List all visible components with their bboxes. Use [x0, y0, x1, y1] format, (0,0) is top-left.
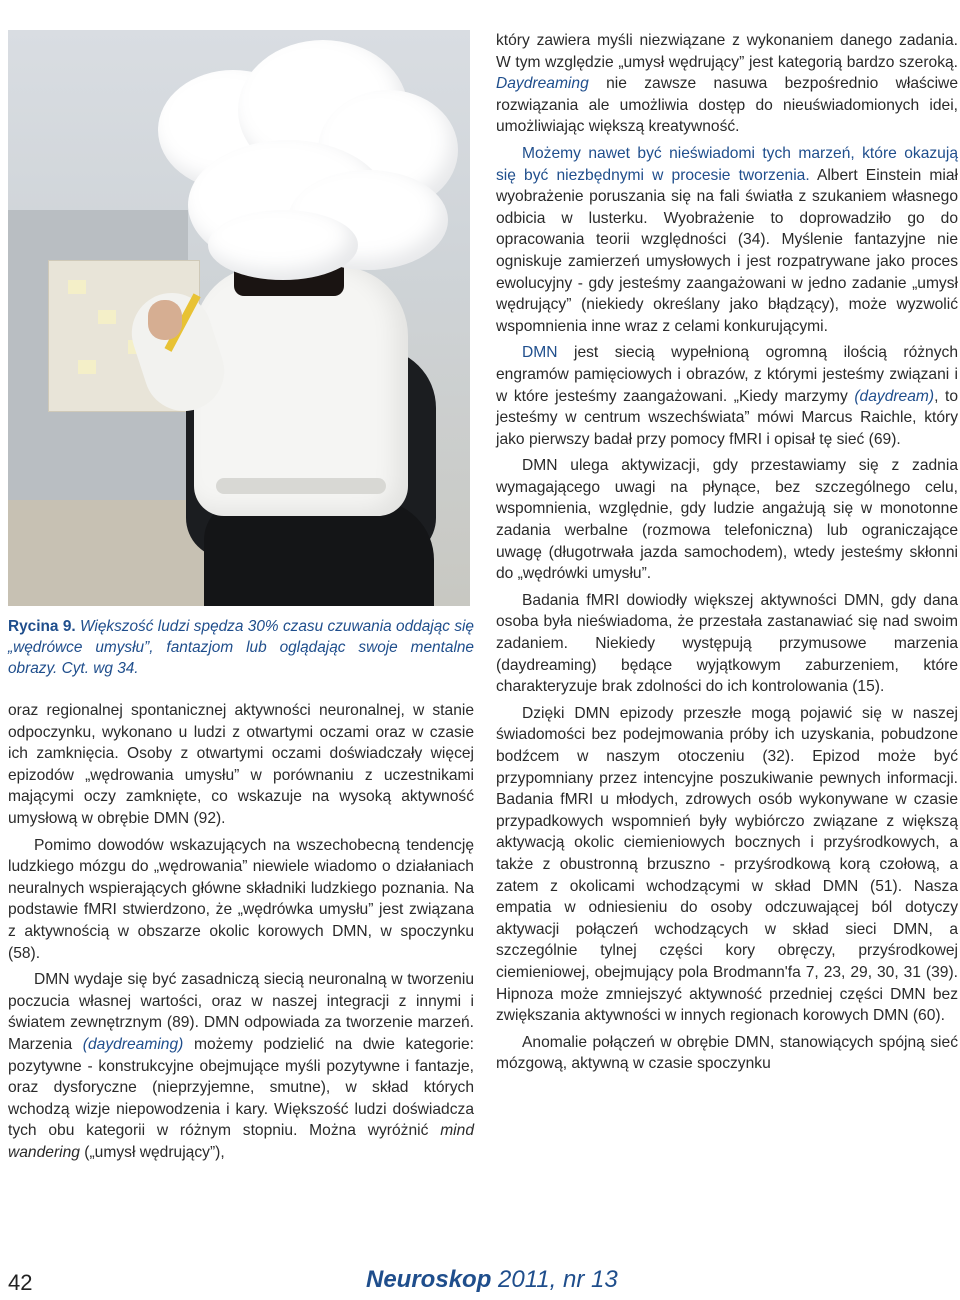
figure-photo-woman-with-cloud-head	[8, 30, 470, 606]
paragraph	[496, 143, 958, 337]
text-run: możemy podzielić na dwie kategorie: pozytywne - konstrukcyjne obejmujące myśli pozytywne i fantazje, oraz dysforyczne (nieprzyjemne, smutne), w skład których wchodzą wizje niepowodzenia i kary. Większość ludzi doświadcza tych obu kategorii w różnym stopniu. Można wyróżnić	[8, 1035, 475, 1140]
figure-caption	[8, 616, 474, 679]
text-run: Albert Einstein miał wyobrażenie poruszania się na fali światła z szukaniem własnego odbicia w lusterku. Wyobrażenie to doprowadziło go do opracowania teorii względności (34). Myślenie fantazyjne nie ogniskuje zamierzeń umysłowych i jest rozpatrywane jako proces ewolucyjny - gdy jesteśmy zaangażowani w jedno zadanie „umysł wędrujący” (niekiedy określany jako błądzący), może wyzwolić wspomnienia inne wraz z celami konkurującymi.	[496, 166, 958, 335]
text-run-highlight: DMN	[522, 344, 558, 362]
sticky-note	[68, 280, 86, 294]
cloud-puff	[208, 210, 358, 280]
paragraph	[8, 969, 474, 1163]
hand	[148, 300, 182, 340]
paragraph: Pomimo dowodów wskazujących na wszechobecną tendencję ludzkiego mózgu do „wędrowania” niewiele wiadomo o działaniach neuralnych wspierających główne składniki ludzkiego poznania. Na podstawie fMRI stwierdzono, że „wędrówka umysłu” jest związana z aktywnością w obszarze okolic korowych DMN, w spoczynku (58).	[8, 836, 474, 962]
paragraph: DMN ulega aktywizacji, gdy przestawiamy się z zadnia wymagającego uwagi na płynące, bez szczególnego celu, wspomnienia, względnie, gdy ludzie angażują się w monotonne zadania werbalne (rozmowa telefoniczna) lub ograniczające uwagę (długotrwała jazda samochodem), wtedy jesteśmy skłonni do „wędrówki umysłu”.	[496, 457, 958, 583]
paragraph	[496, 30, 958, 138]
left-column	[8, 700, 474, 1168]
journal-name: Neuroskop	[366, 1266, 492, 1293]
text-run: który zawiera myśli niezwiązane z wykonaniem danego zadania. W tym względzie „umysł wędrujący” jest kategorią bardzo szeroką.	[496, 32, 958, 71]
sticky-note	[78, 360, 96, 374]
paragraph: Dzięki DMN epizody przeszłe mogą pojawić się w naszej świadomości bez podejmowania próby ich uzyskania, pobudzone bodźcem w naszym otoczeniu (32). Epizod może być przypomniany przez intencyjne poszukiwanie pewnych informacji. Badania fMRI u młodych, zdrowych osób wykonywane w czasie przypadkowych wspomnień były wybiórczo związane z większą aktywacją okolic ciemieniowych bocznych i przyśrodkowych, a także z obustronną brzuszno - przyśrodkową korą czołową, a zatem z okolicami wchodzącymi w skład DMN (51). Nasza empatia w odniesieniu do osoby odczuwającej ból dotyczy aktywacji połączeń wchodzących w skład sieci DMN, a szczególnie tylnej części kory obręczy, przyśrodkowej ciemieniowej, obejmujący pola Brodmann'fa 7, 23, 29, 30, 31 (39). Hipnoza może zmniejszyć aktywność przedniej części DMN bez zwiększania aktywności w innych regionach korowych DMN (60).	[496, 704, 958, 1025]
text-run-italic: mind wandering	[8, 1122, 474, 1161]
paragraph: Anomalie połączeń w obrębie DMN, stanowiących spójną sieć mózgową, aktywną w czasie spoczynku	[496, 1033, 958, 1073]
text-run-highlight: Możemy nawet być nieświadomi tych marzeń, które okazują się być niezbędnymi w procesie tworzenia.	[496, 144, 958, 184]
text-run: jest siecią wypełnioną ogromną ilością różnych engramów pamięciowych i obrazów, z którymi jesteśmy związani i w które jesteśmy zaangażowani. „Kiedy marzymy	[496, 344, 958, 405]
caption-text: Większość ludzi spędza 30% czasu czuwania oddając się „wędrówce umysłu”, fantazjom lub oglądając swoje mentalne obrazy. Cyt. wg 34.	[8, 618, 474, 677]
text-run-italic: (daydreaming)	[82, 1035, 184, 1053]
page-number: 42	[8, 1270, 33, 1295]
text-run-italic: Daydreaming	[496, 75, 589, 93]
sticky-note	[98, 310, 116, 324]
belt	[216, 478, 386, 494]
paragraph: Badania fMRI dowiodły większej aktywności DMN, gdy dana osoba była nieświadoma, że przestała zastanawiać się nad swoim zadaniem. Niekiedy występują przymusowe marzenia (daydreaming) będące wyjątkowym zaburzeniem, które charakteryzuje brak zdolności do ich kontrolowania (15).	[496, 591, 958, 696]
text-run: DMN wydaje się być zasadniczą siecią neuronalną w tworzeniu poczucia własnej wartości, oraz w naszej integracji z innymi i światem zewnętrznym (89). DMN odpowiada za tworzenie marzeń. Marzenia	[8, 971, 474, 1053]
paragraph: oraz regionalnej spontanicznej aktywności neuronalnej, w stanie odpoczynku, wykonano u ludzi z otwartymi oczami oraz w czasie ich zamknięcia. Osoby z otwartymi oczami doświadczały więcej epizodów „wędrowania umysłu” w porównaniu z uczestnikami mającymi oczy zamknięte, co wskazuje na wysoką aktywność umysłową w obrębie DMN (92).	[8, 702, 474, 827]
caption-label: Rycina 9.	[8, 618, 76, 635]
text-run: , to jesteśmy w centrum wszechświata” mówi Marcus Raichle, który jako pierwszy badał przy pomocy fMRI i opisał tę sieć (69).	[496, 387, 959, 448]
journal-footer	[366, 1266, 618, 1294]
journal-issue: 2011, nr 13	[491, 1266, 618, 1293]
text-run-italic: (daydream)	[854, 387, 935, 405]
paragraph	[496, 342, 958, 450]
text-run: nie zawsze nasuwa bezpośrednio właściwe rozwiązania ale umożliwia dostęp do nieuświadomionych idei, umożliwiając większą kreatywność.	[496, 75, 958, 136]
text-run: („umysł wędrujący”),	[79, 1143, 225, 1161]
right-column	[496, 30, 958, 1080]
